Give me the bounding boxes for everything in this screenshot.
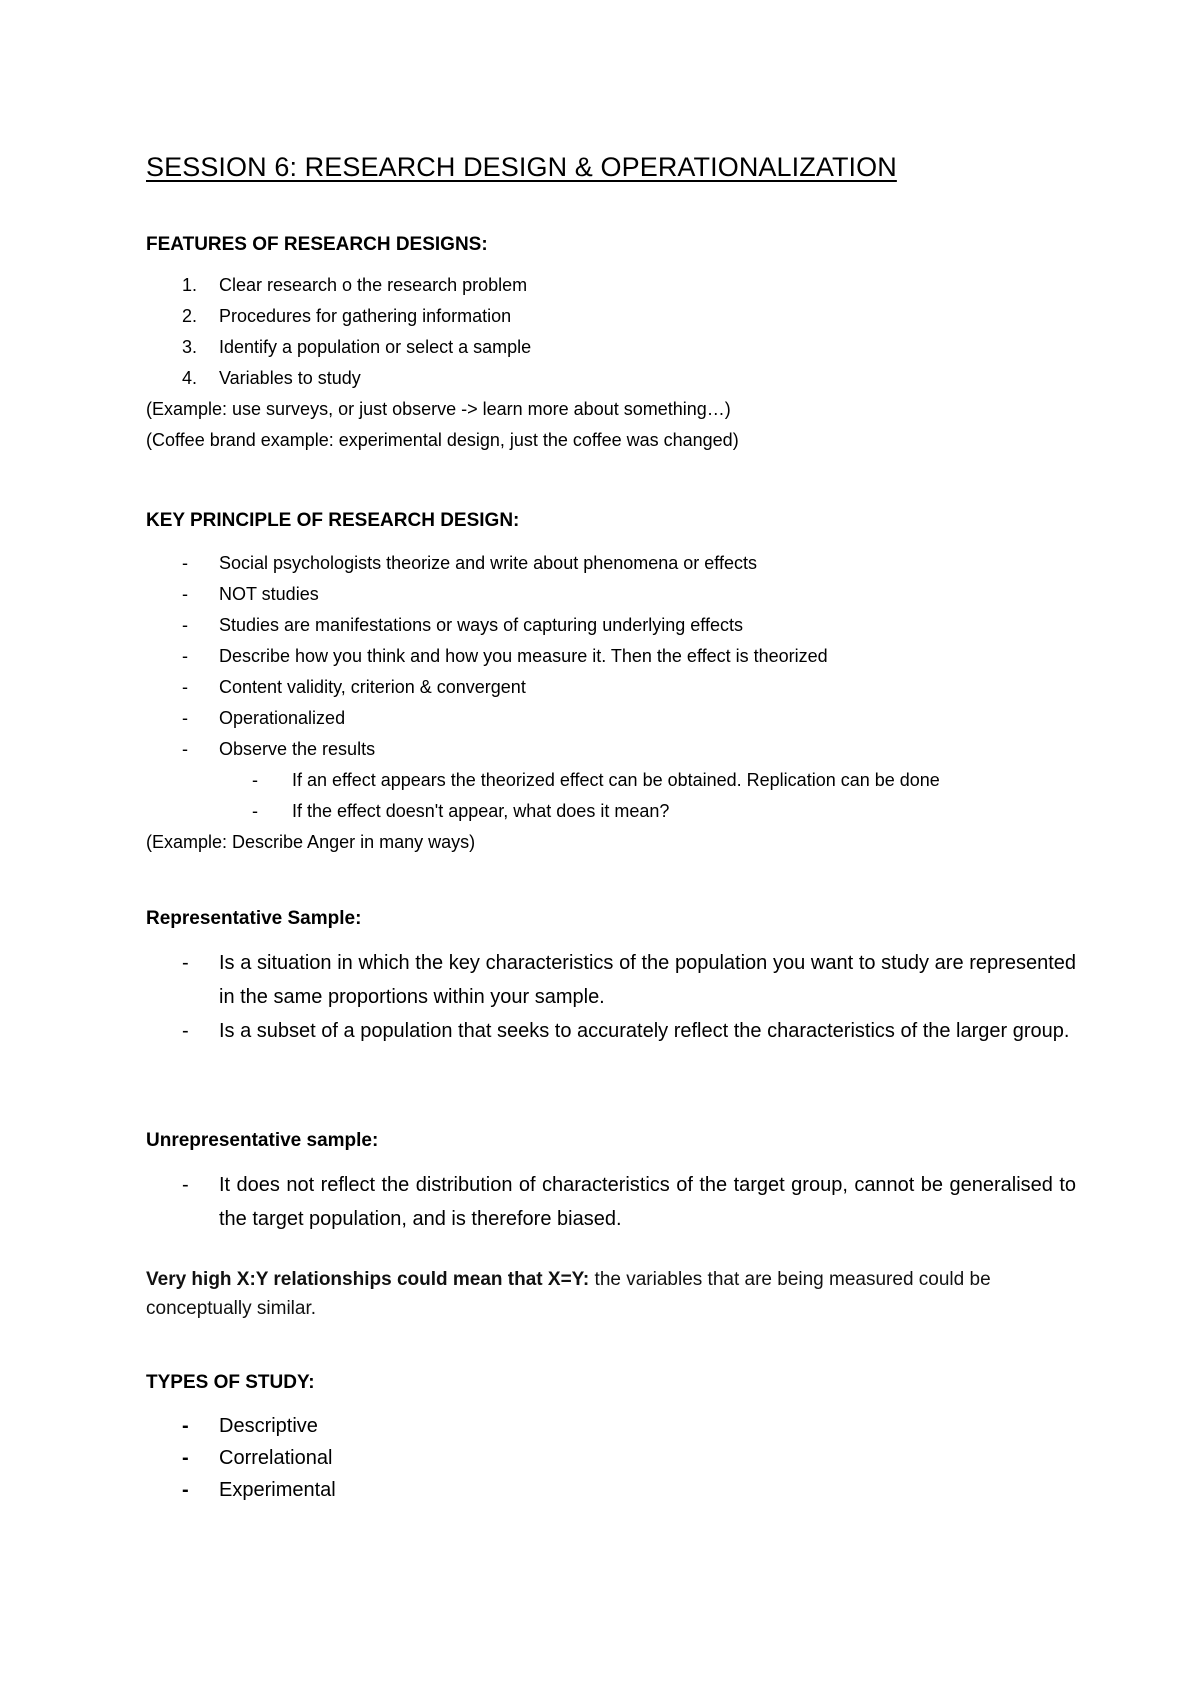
list-item-text: Variables to study	[219, 368, 361, 388]
bullet-dash: -	[182, 553, 188, 573]
representative-item	[146, 946, 1096, 1014]
key-principle-section	[146, 508, 1096, 858]
list-number: 3.	[182, 337, 198, 357]
features-note: (Example: use surveys, or just observe -> learn more about something…)	[146, 399, 731, 419]
list-item-text: Describe how you think and how you measure it. Then the effect is theorized	[219, 646, 828, 666]
list-item-text: Social psychologists theorize and write about phenomena or effects	[219, 553, 757, 573]
relationship-paragraph	[146, 1265, 1076, 1323]
unrepresentative-section	[146, 1128, 1096, 1236]
types-heading: TYPES OF STUDY:	[146, 1372, 315, 1393]
list-item-text: Operationalized	[219, 708, 346, 728]
relationship-bold-text: Very high X:Y relationships could mean that X=Y:	[146, 1269, 590, 1290]
types-section	[146, 1370, 1096, 1506]
list-item-text: Correlational	[219, 1447, 333, 1469]
features-list-item	[146, 363, 1096, 394]
bullet-dash: -	[182, 708, 188, 728]
list-item-text: It does not reflect the distribution of characteristics of the target group, cannot be generalised to the target population, and is therefore biased.	[219, 1174, 1076, 1230]
list-item-text: If the effect doesn't appear, what does it mean?	[292, 801, 670, 821]
list-item-text: Observe the results	[219, 739, 376, 759]
features-list-item	[146, 270, 1096, 301]
bullet-dash: -	[182, 1020, 189, 1042]
list-number: 4.	[182, 368, 198, 388]
relationship-text: the variables that are being measured could be conceptually similar.	[146, 1269, 991, 1319]
key-principle-item	[146, 641, 1096, 672]
list-item-text: Experimental	[219, 1479, 336, 1501]
bullet-dash: -	[182, 739, 188, 759]
features-heading: FEATURES OF RESEARCH DESIGNS:	[146, 234, 488, 255]
bullet-dash: -	[182, 1447, 189, 1469]
key-principle-item	[146, 703, 1096, 734]
list-number: 1.	[182, 275, 198, 295]
key-principle-sub-item	[146, 796, 1096, 827]
key-principle-item	[146, 579, 1096, 610]
unrepresentative-item	[146, 1168, 1096, 1236]
list-item-text: NOT studies	[219, 584, 319, 604]
bullet-dash: -	[182, 677, 188, 697]
unrepresentative-heading: Unrepresentative sample:	[146, 1130, 379, 1151]
key-principle-item	[146, 672, 1096, 703]
key-principle-heading: KEY PRINCIPLE OF RESEARCH DESIGN:	[146, 510, 520, 531]
bullet-dash: -	[182, 1479, 189, 1501]
representative-item	[146, 1014, 1096, 1048]
bullet-dash: -	[182, 615, 188, 635]
features-note: (Coffee brand example: experimental design, just the coffee was changed)	[146, 430, 739, 450]
features-list-item	[146, 301, 1096, 332]
bullet-dash: -	[252, 770, 258, 790]
types-item	[146, 1474, 1096, 1506]
bullet-dash: -	[182, 1174, 189, 1196]
key-principle-sub-item	[146, 765, 1096, 796]
key-principle-item	[146, 610, 1096, 641]
list-number: 2.	[182, 306, 198, 326]
list-item-text: Is a situation in which the key characteristics of the population you want to study are represented in the same proportions within your sample.	[219, 952, 1076, 1008]
bullet-dash: -	[182, 1415, 189, 1437]
key-principle-note: (Example: Describe Anger in many ways)	[146, 832, 476, 852]
bullet-dash: -	[182, 646, 188, 666]
key-principle-item	[146, 734, 1096, 765]
bullet-dash: -	[182, 952, 189, 974]
representative-heading: Representative Sample:	[146, 908, 362, 929]
list-item-text: Descriptive	[219, 1415, 318, 1437]
list-item-text: If an effect appears the theorized effect can be obtained. Replication can be done	[292, 770, 940, 790]
features-section	[146, 232, 1096, 456]
list-item-text: Is a subset of a population that seeks to accurately reflect the characteristics of the larger group.	[219, 1020, 1070, 1042]
list-item-text: Studies are manifestations or ways of capturing underlying effects	[219, 615, 743, 635]
list-item-text: Content validity, criterion & convergent	[219, 677, 526, 697]
bullet-dash: -	[182, 584, 188, 604]
list-item-text: Procedures for gathering information	[219, 306, 512, 326]
key-principle-item	[146, 548, 1096, 579]
features-list-item	[146, 332, 1096, 363]
bullet-dash: -	[252, 801, 258, 821]
types-item	[146, 1442, 1096, 1474]
page-title: SESSION 6: RESEARCH DESIGN & OPERATIONALIZATION	[146, 152, 897, 182]
list-item-text: Clear research o the research problem	[219, 275, 528, 295]
representative-section	[146, 906, 1096, 1048]
types-item	[146, 1410, 1096, 1442]
list-item-text: Identify a population or select a sample	[219, 337, 532, 357]
